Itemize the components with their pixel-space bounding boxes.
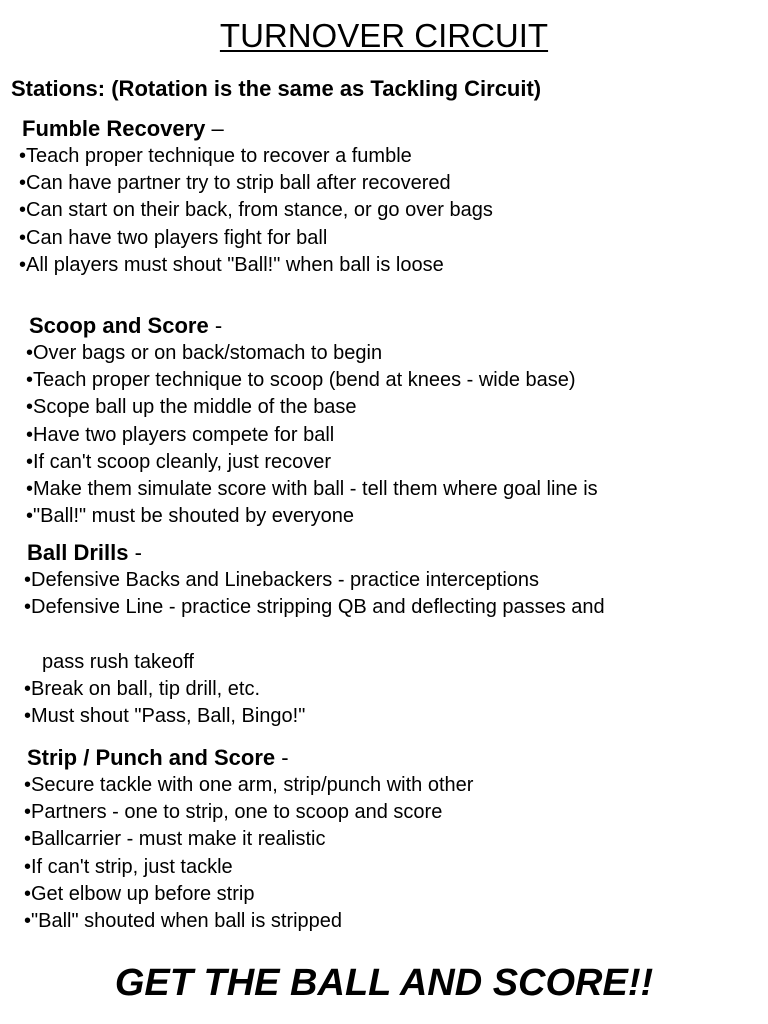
- list-item: •Must shout "Pass, Ball, Bingo!": [24, 704, 306, 727]
- section-heading: [27, 744, 473, 772]
- section-heading: [22, 115, 493, 143]
- list-item: •Can start on their back, from stance, or go over bags: [19, 199, 493, 222]
- list-item: •If can't strip, just tackle: [24, 855, 233, 878]
- list-item: •Ballcarrier - must make it realistic: [24, 828, 326, 851]
- section-ball-drills: [24, 539, 605, 730]
- section-heading-suffix: –: [205, 116, 224, 141]
- list-item: •Defensive Backs and Linebackers - practice interceptions: [24, 569, 540, 591]
- page-title: TURNOVER CIRCUIT: [219, 17, 549, 54]
- stations-subtitle: Stations: (Rotation is the same as Tackling Circuit): [11, 76, 542, 101]
- list-item: •Can have two players fight for ball: [19, 226, 328, 249]
- list-item: •All players must shout "Ball!" when ball is loose: [19, 253, 444, 276]
- list-item: •Have two players compete for ball: [26, 423, 335, 446]
- bullet-list: [19, 143, 493, 279]
- list-item: •Secure tackle with one arm, strip/punch with other: [24, 774, 474, 796]
- section-heading-label: Strip / Punch and Score: [27, 745, 276, 770]
- section-heading-label: Ball Drills: [27, 540, 129, 565]
- bullet-list: [24, 567, 605, 730]
- list-item: •Defensive Line - practice stripping QB and deflecting passes and: [24, 596, 605, 619]
- section-heading: [29, 312, 598, 340]
- list-item-continuation: pass rush takeoff: [42, 650, 194, 673]
- bullet-list: [26, 340, 598, 530]
- section-fumble-recovery: [19, 115, 493, 279]
- section-heading-label: Scoop and Score: [29, 313, 209, 338]
- list-item: •"Ball" shouted when ball is stripped: [24, 909, 343, 932]
- bullet-list: [24, 772, 473, 935]
- list-item: •Partners - one to strip, one to scoop and score: [24, 801, 443, 824]
- section-heading-suffix: -: [275, 745, 289, 770]
- blank-line: [24, 621, 605, 648]
- section-strip-punch-and-score: [24, 744, 474, 935]
- list-item: •Can have partner try to strip ball after recovered: [19, 172, 451, 195]
- section-scoop-and-score: [26, 312, 598, 530]
- section-heading: [27, 539, 605, 567]
- list-item: •Get elbow up before strip: [24, 882, 255, 905]
- list-item: •Make them simulate score with ball - tell them where goal line is: [26, 477, 598, 500]
- list-item: •If can't scoop cleanly, just recover: [26, 450, 332, 473]
- section-heading-suffix: -: [128, 540, 142, 565]
- footer-slogan: GET THE BALL AND SCORE!!: [114, 962, 654, 1004]
- list-item: •Over bags or on back/stomach to begin: [26, 342, 383, 364]
- list-item: •Scope ball up the middle of the base: [26, 396, 357, 419]
- list-item: •Break on ball, tip drill, etc.: [24, 677, 260, 700]
- list-item: •Teach proper technique to scoop (bend at knees - wide base): [26, 369, 576, 392]
- list-item: •"Ball!" must be shouted by everyone: [26, 505, 355, 528]
- section-heading-suffix: -: [208, 313, 223, 338]
- section-heading-label: Fumble Recovery: [22, 116, 206, 141]
- list-item: •Teach proper technique to recover a fumble: [19, 145, 412, 167]
